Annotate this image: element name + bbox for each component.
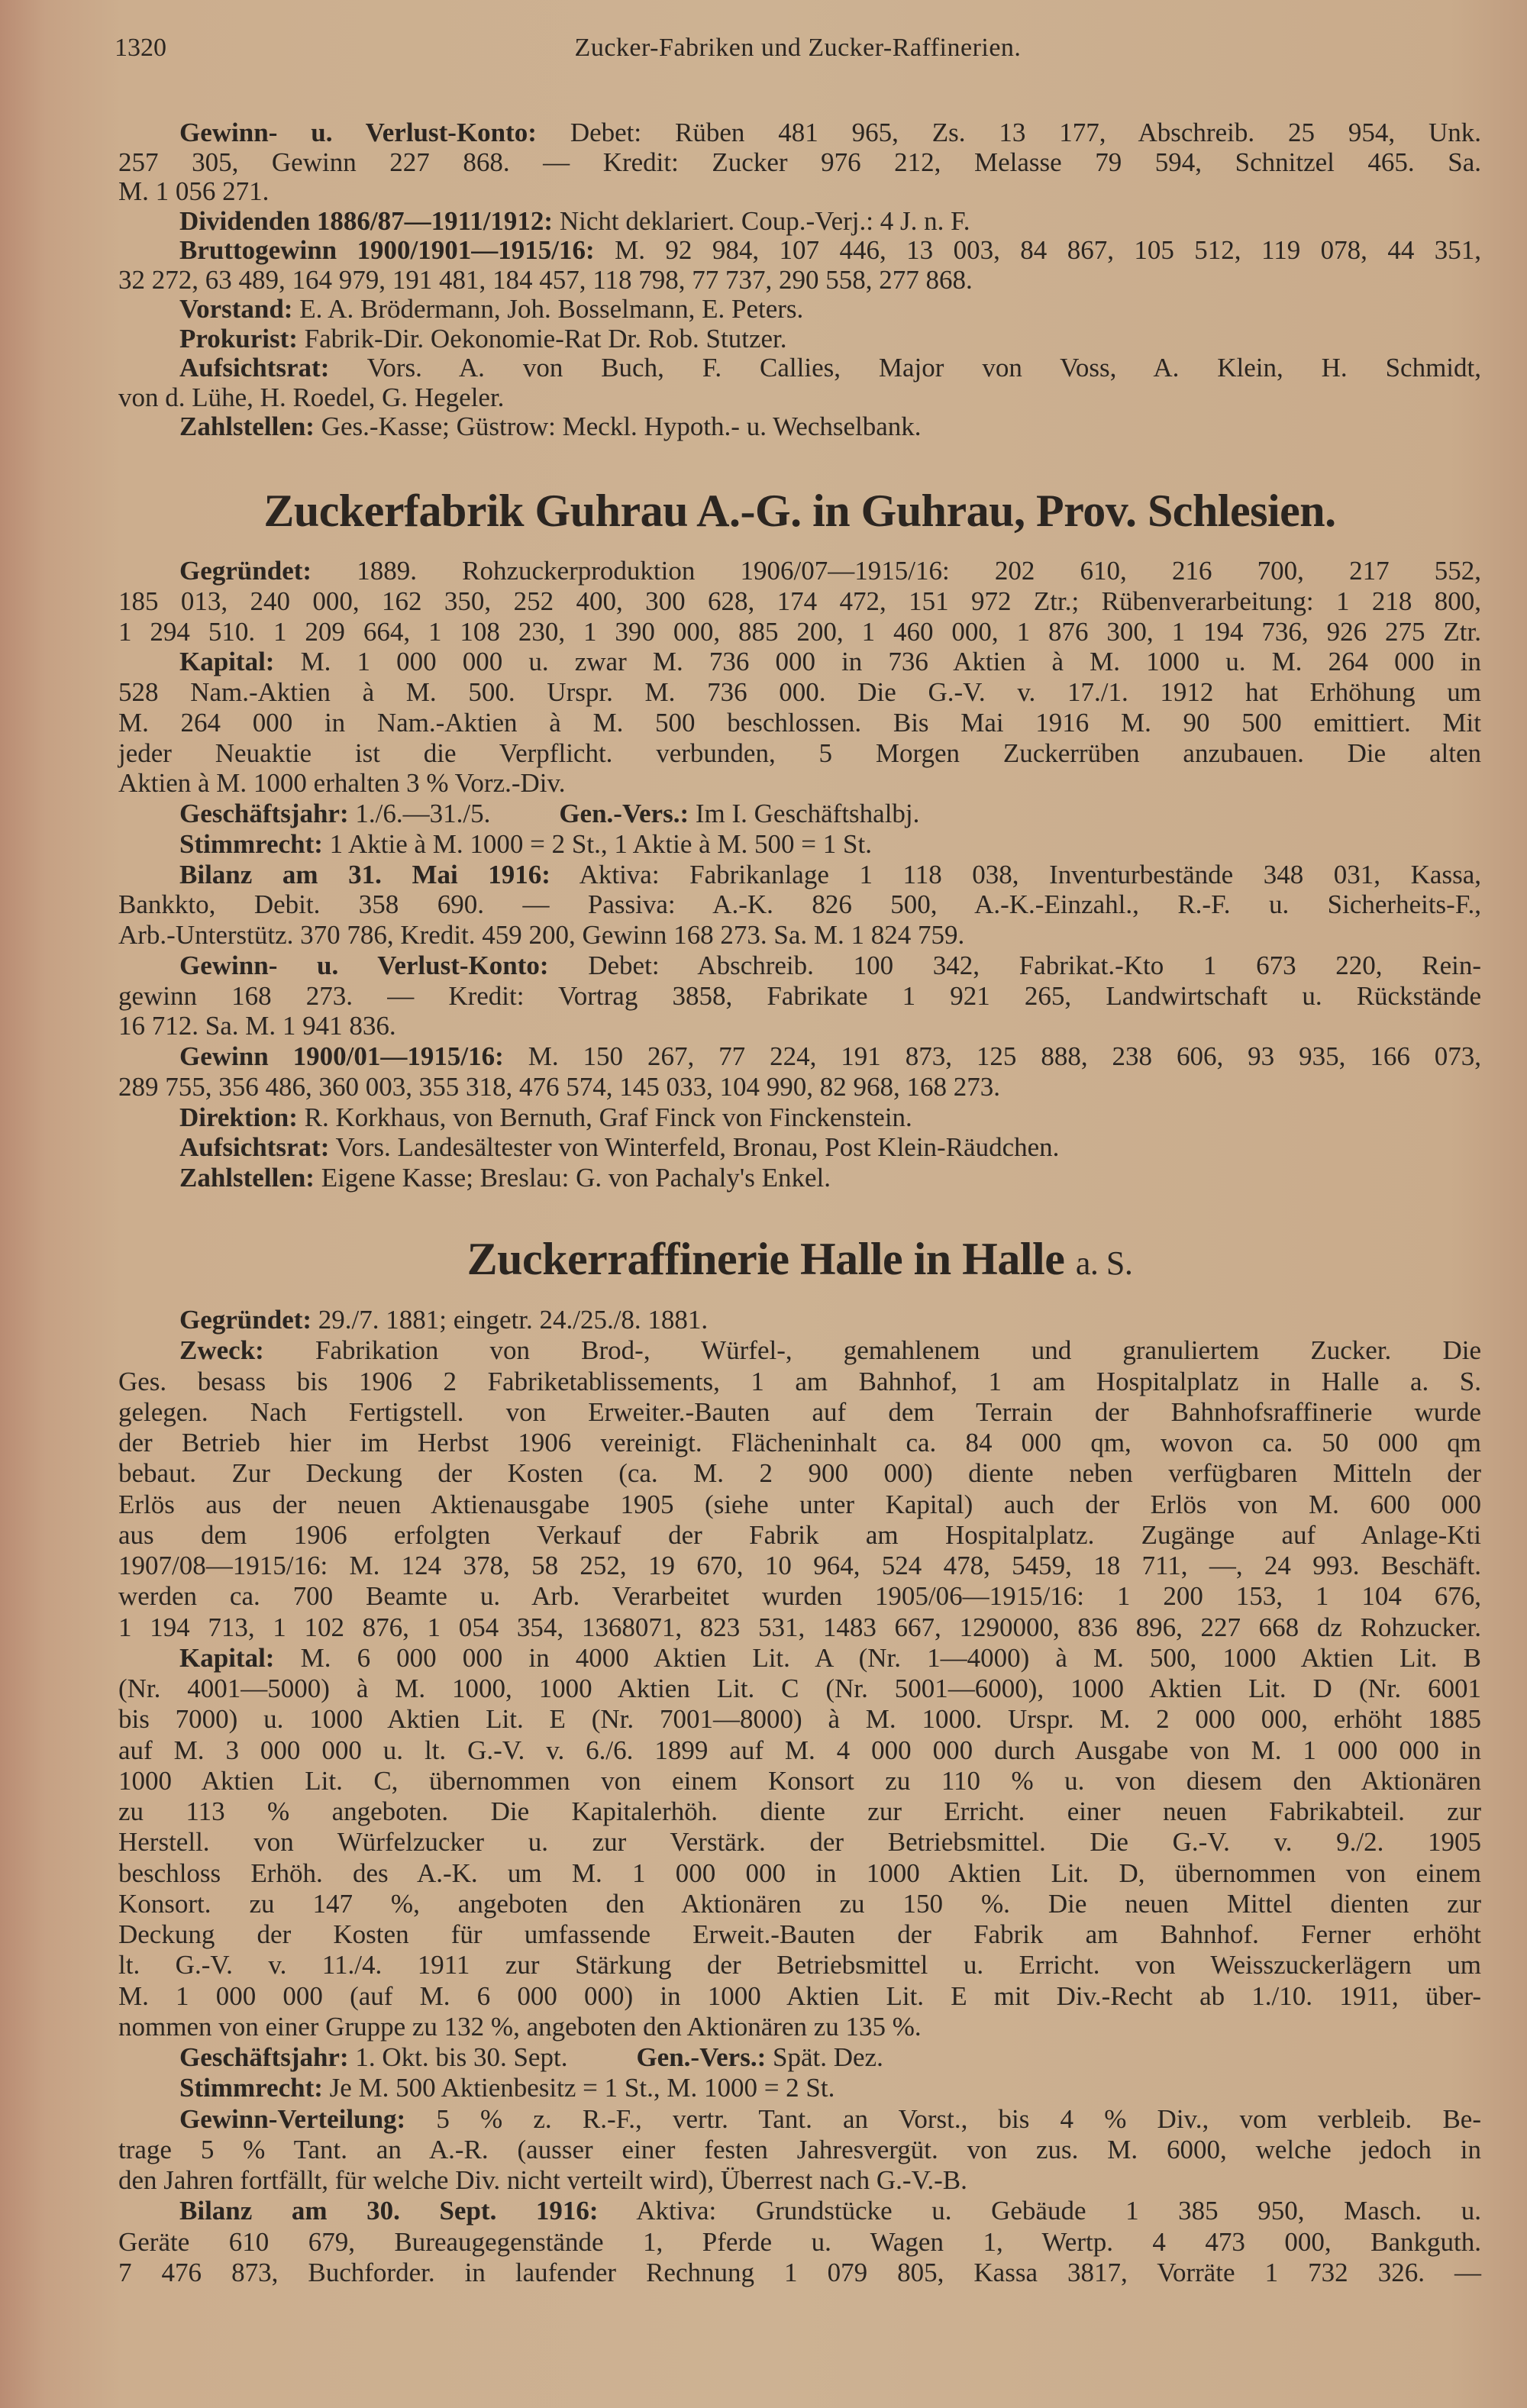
paragraph [118,1041,1481,1102]
paragraph-text: Ges. besass bis 1906 2 Fabriketablissements, 1 am Bahnhof, 1 am Hospitalplatz in Halle a. S. [118,1366,1481,1396]
paragraph-text: beschloss Erhöh. des A.-K. um M. 1 000 000 in 1000 Aktien Lit. D, übernommen von einem [118,1858,1481,1888]
paragraph-text: Vors. Landesältester von Winterfeld, Bronau, Post Klein-Räudchen. [329,1132,1060,1163]
paragraph-text: den Jahren fortfällt, für welche Div. nicht verteilt wird), Überrest nach G.-V.-B. [118,2165,967,2195]
text-line [118,412,1481,442]
paragraph-text: 185 013, 240 000, 162 350, 252 400, 300 628, 174 472, 151 972 Ztr.; Rübenverarbeitung: 1 218 800, [118,586,1481,616]
title-text: Zuckerfabrik Guhrau A.-G. in Guhrau, Prov. Schlesien. [263,486,1336,536]
text-line [118,1674,1481,1704]
page-number: 1320 [115,34,166,62]
paragraph-text: gewinn 168 273. — Kredit: Vortrag 3858, Fabrikate 1 921 265, Landwirtschaft u. Rückstände [118,980,1481,1011]
text-line [118,118,1481,148]
text-line [118,1011,1481,1041]
paragraph-text: 1./6.—31./5. [348,799,491,828]
text-line [118,2042,1481,2073]
paragraph-text: 1 Aktie à M. 1000 = 2 St., 1 Aktie à M. 500 = 1 St. [322,828,872,859]
paragraph [118,1102,1481,1133]
paragraph-text: Nicht deklariert. Coup.-Verj.: 4 J. n. F. [553,205,970,236]
text-line [118,1889,1481,1919]
text-line [118,1950,1481,1980]
text-line [118,1919,1481,1950]
paragraph-label: Prokurist: [179,323,298,353]
paragraph-text: M. 1 000 000 (auf M. 6 000 000) in 1000 Aktien Lit. E mit Div.-Recht ab 1./10. 1911, über- [118,1980,1481,2011]
paragraph-label: Bilanz am 31. Mai 1916: [179,859,550,889]
text-line [118,1581,1481,1612]
paragraph-text: Arb.-Unterstütz. 370 786, Kredit. 459 200, Gewinn 168 273. Sa. M. 1 824 759. [118,920,965,950]
paragraph-text: E. A. Brödermann, Joh. Bosselmann, E. Peters. [292,294,804,324]
text-line [118,1132,1481,1163]
paragraph [118,2196,1481,2288]
text-line [118,2104,1481,2135]
paragraph-label: Vorstand: [179,294,293,324]
text-line [118,177,1481,207]
paragraph-text: R. Korkhaus, von Bernuth, Graf Finck von Finckenstein. [297,1102,912,1132]
paragraph-text: gelegen. Nach Fertigstell. von Erweiter.-Bauten auf dem Terrain der Bahnhofsraffinerie wurde [118,1396,1481,1427]
text-line [118,1827,1481,1858]
text-line [118,1305,1481,1335]
paragraph-text: werden ca. 700 Beamte u. Arb. Verarbeitet wurden 1905/06—1915/16: 1 200 153, 1 104 676, [118,1581,1481,1612]
text-line [118,2196,1481,2226]
paragraph [118,951,1481,1041]
paragraph-text: aus dem 1906 erfolgten Verkauf der Fabrik am Hospitalplatz. Zugänge auf Anlage-Kti [118,1519,1481,1550]
title-suffix: a. S. [1075,1244,1133,1282]
text-line [118,1796,1481,1827]
text-line [118,1704,1481,1735]
paragraph [118,799,1481,829]
text-line [118,266,1481,295]
paragraph [118,1643,1481,2042]
text-line [118,647,1481,677]
section-title-halle [118,1233,1481,1286]
paragraph-text: 1907/08—1915/16: M. 124 378, 58 252, 19 670, 10 964, 524 478, 5459, 18 711, —, 24 993. Beschäft. [118,1551,1481,1580]
paragraph-text: Konsort. zu 147 %, angeboten den Aktionären zu 150 %. Die neuen Mittel dienten zur [118,1888,1481,1919]
paragraph [118,1335,1481,1643]
paragraph-text: (Nr. 4001—5000) à M. 1000, 1000 Aktien Lit. C (Nr. 5001—6000), 1000 Aktien Lit. D (Nr. 6001 [118,1674,1481,1703]
paragraph-text: Je M. 500 Aktienbesitz = 1 St., M. 1000 = 2 St. [322,2073,835,2103]
paragraph-text: 7 476 873, Buchforder. in laufender Rechnung 1 079 805, Kassa 3817, Vorräte 1 732 326. — [118,2257,1481,2287]
paragraph-text: lt. G.-V. v. 11./4. 1911 zur Stärkung der Betriebsmittel u. Erricht. von Weisszuckerlägern um [118,1950,1481,1980]
text-line [118,148,1481,178]
paragraph-text: Fabrikation von Brod-, Würfel-, gemahlenem und granuliertem Zucker. Die [263,1335,1481,1366]
paragraph-label: Stimmrecht: [179,2073,323,2103]
text-line [118,1458,1481,1489]
paragraph-text: Spät. Dez. [766,2042,883,2072]
text-line [118,829,1481,860]
paragraph-label: Kapital: [179,1642,275,1673]
paragraph-text: 257 305, Gewinn 227 868. — Kredit: Zucker 976 212, Melasse 79 594, Schnitzel 465. Sa. [118,147,1481,177]
text-line [118,1428,1481,1458]
paragraph-label: Gegründet: [179,556,312,586]
title-text: Zuckerraffinerie Halle in Halle [466,1234,1065,1284]
paragraph-label: Gewinn- u. Verlust-Konto: [179,950,549,980]
paragraph-text: 5 % z. R.-F., vertr. Tant. an Vorst., bis 4 % Div., vom verbleib. Be- [405,2103,1481,2134]
paragraph-label: Gen.-Vers.: [636,2042,767,2072]
paragraph-text: jeder Neuaktie ist die Verpflicht. verbunden, 5 Morgen Zuckerrüben anzubauen. Die alten [118,738,1481,768]
text-line [118,207,1481,237]
paragraph-text: Eigene Kasse; Breslau: G. von Pachaly's Enkel. [314,1163,831,1193]
paragraph-text: Aktiva: Grundstücke u. Gebäude 1 385 950, Masch. u. [598,2196,1481,2226]
paragraph-text: M. 92 984, 107 446, 13 003, 84 867, 105 512, 119 078, 44 351, [594,235,1481,265]
text-line [118,1041,1481,1072]
running-title: Zucker-Fabriken und Zucker-Raffinerien. [574,34,1022,62]
text-line [118,889,1481,920]
text-line [118,2073,1481,2103]
text-line [118,1612,1481,1643]
paragraph-text: trage 5 % Tant. an A.-R. (ausser einer festen Jahresvergüt. von zus. M. 6000, welche jedoch in [118,2134,1481,2164]
paragraph [118,118,1481,207]
text-line [118,951,1481,981]
paragraph-text: auf M. 3 000 000 u. lt. G.-V. v. 6./6. 1899 auf M. 4 000 000 durch Ausgabe von M. 1 000 000 in [118,1735,1481,1765]
paragraph-label: Zahlstellen: [179,1163,315,1193]
paragraph-label: Stimmrecht: [179,828,323,859]
paragraph-label: Gegründet: [179,1305,312,1335]
paragraph [118,324,1481,354]
paragraph-text: bis 7000) u. 1000 Aktien Lit. E (Nr. 7001—8000) à M. 1000. Urspr. M. 2 000 000, erhöht 1885 [118,1704,1481,1735]
text-line [118,1072,1481,1102]
paragraph-text: Bankkto, Debit. 358 690. — Passiva: A.-K. 826 500, A.-K.-Einzahl., R.-F. u. Sicherheits-F., [118,889,1481,920]
text-line [118,768,1481,799]
paragraph-text: 1889. Rohzuckerproduktion 1906/07—1915/16: 202 610, 216 700, 217 552, [312,556,1481,586]
paragraph [118,353,1481,412]
text-line [118,1397,1481,1428]
paragraph [118,412,1481,442]
paragraph-label: Gewinn 1900/01—1915/16: [179,1041,504,1071]
paragraph-label: Aufsichtsrat: [179,1132,330,1163]
paragraph-text: Ges.-Kasse; Güstrow: Meckl. Hypoth.- u. Wechselbank. [314,412,922,441]
paragraph-label: Bilanz am 30. Sept. 1916: [179,2196,599,2226]
paragraph-text: 1. Okt. bis 30. Sept. [348,2042,568,2072]
paragraph-text: M. 6 000 000 in 4000 Aktien Lit. A (Nr. 1—4000) à M. 500, 1000 Aktien Lit. B [274,1642,1481,1673]
paragraph-label: Zahlstellen: [179,412,315,441]
paragraph [118,647,1481,799]
text-line [118,2012,1481,2042]
paragraph-label: Kapital: [179,647,275,677]
paragraph-text: Im I. Geschäftshalbj. [689,799,920,828]
paragraph-text: 1 294 510. 1 209 664, 1 108 230, 1 390 000, 885 200, 1 460 000, 1 876 300, 1 194 736, 926 275 Ztr. [118,616,1481,647]
paragraph-text: Fabrik-Dir. Oekonomie-Rat Dr. Rob. Stutzer. [297,323,787,353]
paragraph-text: M. 150 267, 77 224, 191 873, 125 888, 238 606, 93 935, 166 073, [503,1041,1482,1071]
paragraph-text: von d. Lühe, H. Roedel, G. Hegeler. [118,382,505,412]
paragraph-text: 1 194 713, 1 102 876, 1 054 354, 1368071, 823 531, 1483 667, 1290000, 836 896, 227 668 dz Rohzucker. [118,1612,1481,1642]
text-line [118,1520,1481,1551]
paragraph-label: Dividenden 1886/87—1911/1912: [179,205,554,236]
text-line [118,1163,1481,1193]
paragraph [118,556,1481,647]
paragraph-text: Aktiva: Fabrikanlage 1 118 038, Inventurbestände 348 031, Kassa, [550,859,1481,889]
text-line [118,617,1481,647]
paragraph-text: M. 264 000 in Nam.-Aktien à M. 500 beschlossen. Bis Mai 1916 M. 90 500 emittiert. Mit [118,707,1481,738]
text-line [118,383,1481,413]
text-line [118,1102,1481,1133]
paragraph-label: Gewinn- u. Verlust-Konto: [179,118,537,147]
text-line [118,1981,1481,2012]
text-line [118,1858,1481,1889]
text-line [118,1735,1481,1766]
paragraph [118,2073,1481,2103]
text-line [118,586,1481,617]
paragraph-label: Geschäftsjahr: [179,799,349,828]
text-line [118,2258,1481,2288]
paragraph-text: zu 113 % angeboten. Die Kapitalerhöh. diente zur Erricht. einer neuen Fabrikabteil. zur [118,1796,1481,1826]
paragraph-label: Geschäftsjahr: [179,2042,349,2072]
text-line [118,920,1481,951]
paragraph-text: Debet: Abschreib. 100 342, Fabrikat.-Kto 1 673 220, Rein- [548,950,1481,980]
paragraph [118,295,1481,324]
paragraph [118,860,1481,951]
paragraph-text: 32 272, 63 489, 164 979, 191 481, 184 457, 118 798, 77 737, 290 558, 277 868. [118,264,973,295]
text-line [118,2135,1481,2165]
paragraph-text: Aktien à M. 1000 erhalten 3 % Vorz.-Div. [118,768,566,799]
paragraph-label: Direktion: [179,1102,298,1132]
paragraph-label: Gewinn-Verteilung: [179,2103,406,2134]
paragraph-text: 1000 Aktien Lit. C, übernommen von einem Konsort zu 110 % u. von diesem den Aktionären [118,1765,1481,1796]
page-header [115,34,1481,69]
paragraph-text: Debet: Rüben 481 965, Zs. 13 177, Abschreib. 25 954, Unk. [536,118,1481,147]
section-zuckerfabrik-guhrau [118,556,1481,1193]
paragraph [118,1163,1481,1193]
paragraph-text: Vors. A. von Buch, F. Callies, Major von Voss, A. Klein, H. Schmidt, [329,353,1481,383]
section-title-guhrau [118,485,1481,537]
section-zuckerraffinerie-halle [118,1305,1481,2288]
text-line [118,708,1481,738]
paragraph-text: 528 Nam.-Aktien à M. 500. Urspr. M. 736 000. Die G.-V. v. 17./1. 1912 hat Erhöhung um [118,677,1481,707]
paragraph-text: 16 712. Sa. M. 1 941 836. [118,1011,396,1041]
text-line [118,860,1481,890]
paragraph-text: 29./7. 1881; eingetr. 24./25./8. 1881. [312,1305,709,1335]
text-line [118,1766,1481,1796]
paragraph-text: M. 1 000 000 u. zwar M. 736 000 in 736 Aktien à M. 1000 u. M. 264 000 in [274,647,1481,677]
paragraph [118,1305,1481,1335]
paragraph-label: Gen.-Vers.: [559,799,689,828]
paragraph [118,2042,1481,2073]
text-line [118,981,1481,1012]
paragraph-label: Bruttogewinn 1900/1901—1915/16: [179,235,595,265]
paragraph-text: Herstell. von Würfelzucker u. zur Verstärk. der Betriebsmittel. Die G.-V. v. 9./2. 1905 [118,1827,1481,1858]
paragraph-text: Deckung der Kosten für umfassende Erweit.-Bauten der Fabrik am Bahnhof. Ferner erhöht [118,1919,1481,1949]
paragraph-text: der Betrieb hier im Herbst 1906 vereinigt. Flächeninhalt ca. 84 000 qm, wovon ca. 50 000 qm [118,1428,1481,1457]
paragraph [118,1132,1481,1163]
paragraph-label: Zweck: [179,1335,264,1366]
text-line [118,1643,1481,1674]
paragraph-text: Erlös aus der neuen Aktienausgabe 1905 (siehe unter Kapital) auch der Erlös von M. 600 000 [118,1489,1481,1519]
text-line [118,2227,1481,2258]
paragraph-label: Aufsichtsrat: [179,353,330,383]
paragraph [118,2104,1481,2197]
paragraph [118,829,1481,860]
text-line [118,1335,1481,1366]
text-line [118,295,1481,324]
text-line [118,1490,1481,1520]
section-previous-company [118,118,1481,442]
text-line [118,324,1481,354]
text-line [118,738,1481,769]
text-line [118,677,1481,708]
text-line [118,799,1481,829]
paragraph-text: 289 755, 356 486, 360 003, 355 318, 476 574, 145 033, 104 990, 82 968, 168 273. [118,1071,1000,1102]
paragraph-text: Geräte 610 679, Bureaugegenstände 1, Pferde u. Wagen 1, Wertp. 4 473 000, Bankguth. [118,2226,1481,2257]
text-line [118,236,1481,266]
paragraph-text: M. 1 056 271. [118,176,270,206]
paragraph [118,236,1481,295]
text-line [118,353,1481,383]
text-line [118,556,1481,586]
paragraph [118,207,1481,237]
text-line [118,1551,1481,1581]
paragraph-text: nommen von einer Gruppe zu 132 %, angeboten den Aktionären zu 135 %. [118,2011,922,2042]
paragraph-text: bebaut. Zur Deckung der Kosten (ca. M. 2 900 000) diente neben verfügbaren Mitteln der [118,1458,1481,1489]
text-line [118,1367,1481,1397]
text-line [118,2165,1481,2196]
